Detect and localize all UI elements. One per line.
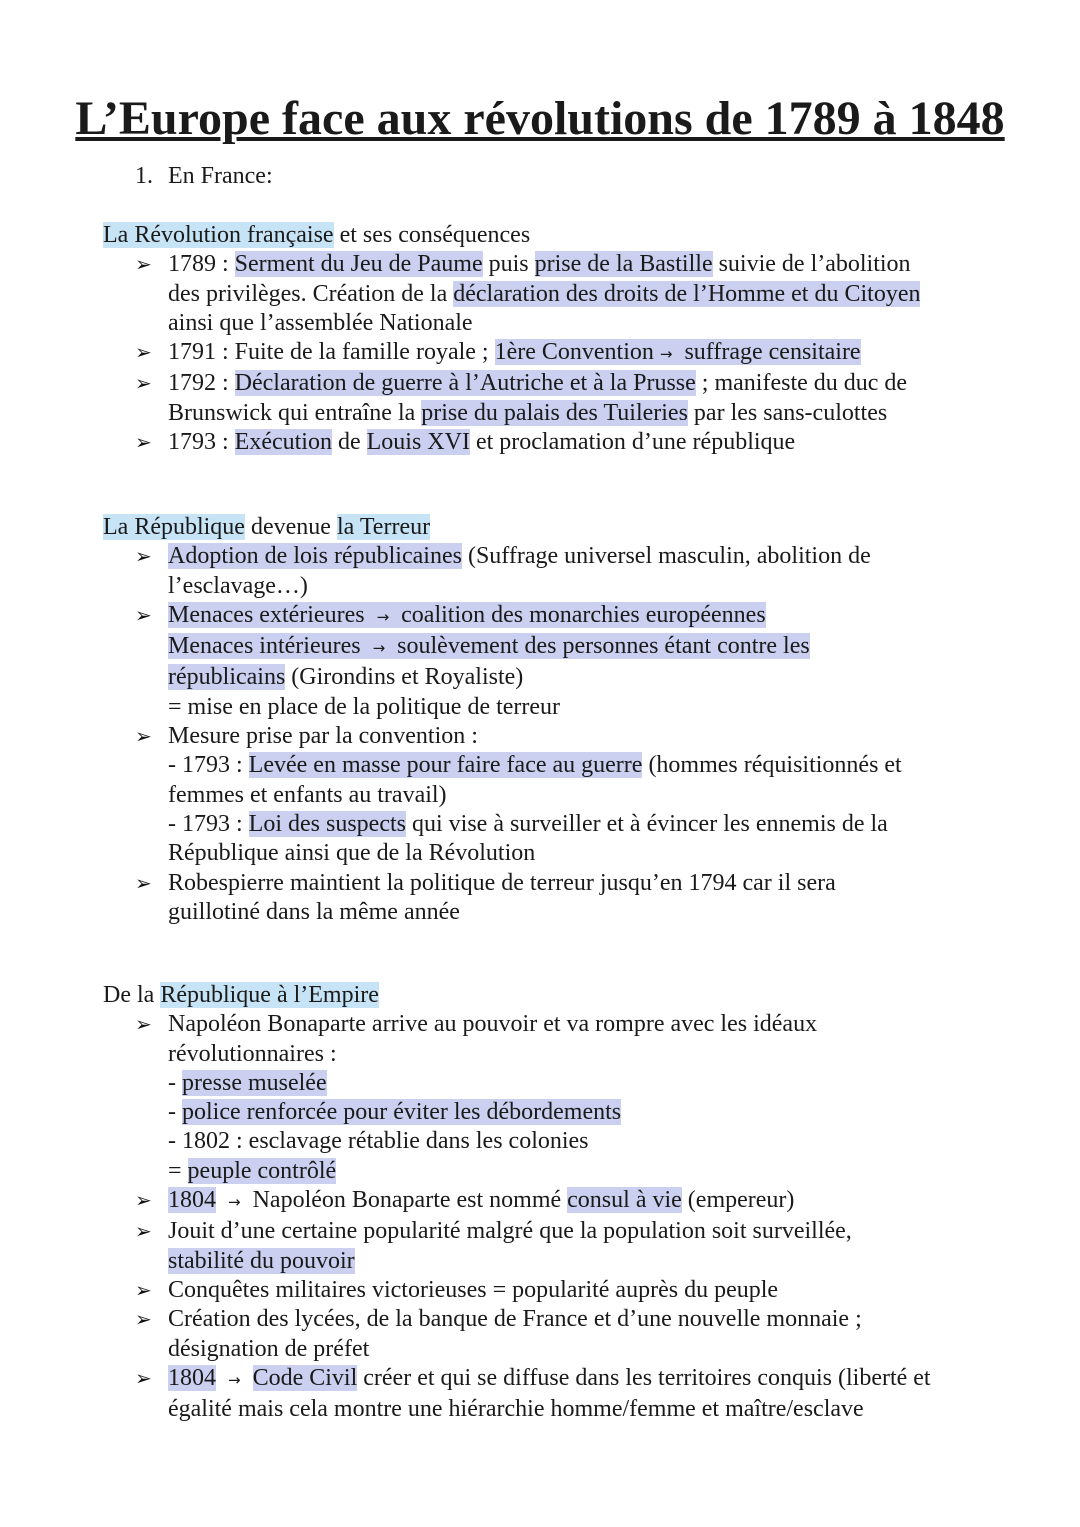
- text-run: désignation de préfet: [168, 1335, 370, 1362]
- text-run: - 1802 : esclavage rétablie dans les colonies: [168, 1128, 589, 1155]
- text-run: devenue: [244, 514, 337, 540]
- text-run: 1792 :: [168, 370, 235, 397]
- highlighted-text: Exécution: [234, 429, 332, 456]
- text-run: (Suffrage universel masculin, abolition de: [461, 543, 871, 570]
- highlighted-text: 1804: [168, 1187, 216, 1214]
- text-run: l’esclavage…): [168, 572, 308, 599]
- text-line: [168, 722, 902, 751]
- text-run: -: [168, 1069, 182, 1096]
- text-line: [168, 1247, 931, 1276]
- text-run: (hommes réquisitionnés et: [642, 752, 902, 779]
- text-line: [168, 663, 902, 692]
- highlighted-text: Menaces intérieures → soulèvement des personnes étant contre les: [168, 633, 810, 660]
- text-line: [168, 1040, 931, 1069]
- highlighted-text: déclaration des droits de l’Homme et du Citoyen: [453, 280, 921, 307]
- bullet-item: [103, 722, 902, 868]
- text-line: [168, 751, 902, 780]
- text-run: - 1793 :: [168, 752, 249, 779]
- text-run: et proclamation d’une république: [469, 429, 796, 456]
- text-run: ; manifeste du duc de: [695, 370, 908, 397]
- bullet-item: [103, 1364, 931, 1425]
- text-line: [168, 542, 902, 571]
- bullet-item: [103, 1010, 931, 1186]
- arrow-icon: →: [659, 345, 673, 364]
- arrow-icon: →: [372, 639, 386, 658]
- highlighted-text: la Terreur: [336, 514, 431, 540]
- text-run: → Napoléon Bonaparte est nommé: [228, 1187, 568, 1214]
- text-run: Conquêtes militaires victorieuses = popularité auprès du peuple: [168, 1276, 779, 1303]
- text-run: Jouit d’une certaine popularité malgré que la population soit surveillée,: [168, 1218, 852, 1245]
- text-run: = mise en place de la politique de terreur: [168, 693, 561, 720]
- highlighted-text: 1804: [168, 1364, 216, 1391]
- arrow-icon: →: [376, 607, 390, 626]
- text-line: [168, 1010, 931, 1039]
- bullet-list: [103, 250, 920, 457]
- highlighted-text: Loi des suspects: [248, 810, 406, 837]
- arrow-icon: →: [228, 1193, 241, 1212]
- numbered-heading: [135, 162, 273, 191]
- text-run: et ses conséquences: [333, 222, 531, 248]
- section-heading: [103, 221, 920, 250]
- text-line: [168, 1186, 931, 1217]
- text-line: [168, 1069, 931, 1098]
- text-line: [168, 781, 902, 810]
- bullet-item: [103, 1217, 931, 1276]
- heading-text: En France:: [168, 163, 273, 189]
- highlighted-text: La République: [103, 514, 245, 540]
- text-run: qui vise à surveiller et à évincer les ennemis de la: [405, 810, 888, 837]
- text-line: [168, 1098, 931, 1127]
- highlighted-text: police renforcée pour éviter les débordements: [182, 1099, 622, 1126]
- text-line: [168, 369, 920, 398]
- highlighted-text: prise de la Bastille: [534, 251, 713, 278]
- text-line: [168, 1364, 931, 1395]
- text-run: créer et qui se diffuse dans les territoires conquis (liberté et: [357, 1364, 931, 1391]
- bullet-item: [103, 542, 902, 601]
- text-line: [168, 399, 920, 428]
- bullet-item: [103, 601, 902, 722]
- text-run: par les sans-culottes: [687, 399, 888, 426]
- text-line: [168, 280, 920, 309]
- section-revolution: [103, 221, 920, 457]
- highlighted-text: Levée en masse pour faire face au guerre: [248, 752, 643, 779]
- bullet-item: [103, 1276, 931, 1305]
- section-heading: [103, 513, 902, 542]
- text-run: des privilèges. Création de la: [168, 280, 454, 307]
- bullet-item: [103, 369, 920, 428]
- text-line: [168, 250, 920, 279]
- highlighted-text: 1ère Convention → suffrage censitaire: [494, 339, 861, 366]
- section-terreur: [103, 513, 902, 927]
- text-run: (Girondins et Royaliste): [285, 664, 524, 691]
- bullet-item: [103, 250, 920, 338]
- highlighted-text: peuple contrôlé: [187, 1157, 337, 1184]
- highlighted-text: presse muselée: [182, 1069, 327, 1096]
- text-run: femmes et enfants au travail): [168, 781, 447, 808]
- highlighted-text: Serment du Jeu de Paume: [234, 251, 483, 278]
- text-line: [168, 1276, 931, 1305]
- text-run: suivie de l’abolition: [712, 251, 911, 278]
- highlighted-text: Louis XVI: [366, 429, 470, 456]
- text-line: [168, 1127, 931, 1156]
- highlighted-text: Déclaration de guerre à l’Autriche et à la Prusse: [234, 370, 696, 397]
- text-run: de: [331, 429, 367, 456]
- text-line: [168, 869, 902, 898]
- text-line: [168, 810, 902, 839]
- text-run: Napoléon Bonaparte arrive au pouvoir et va rompre avec les idéaux: [168, 1011, 818, 1038]
- section-empire: [103, 981, 931, 1424]
- text-line: [168, 1335, 931, 1364]
- text-run: Mesure prise par la convention :: [168, 723, 478, 750]
- bullet-item: [103, 338, 920, 369]
- text-line: [168, 693, 902, 722]
- text-line: [168, 601, 902, 632]
- text-run: =: [168, 1157, 188, 1184]
- text-run: Création des lycées, de la banque de France et d’une nouvelle monnaie ;: [168, 1306, 862, 1333]
- text-run: Robespierre maintient la politique de terreur jusqu’en 1794 car il sera: [168, 869, 836, 896]
- highlighted-text: La Révolution française: [103, 222, 334, 248]
- text-run: guillotiné dans la même année: [168, 898, 460, 925]
- text-line: [168, 632, 902, 663]
- bullet-list: [103, 1010, 931, 1424]
- arrow-icon: →: [228, 1370, 241, 1389]
- highlighted-text: républicains: [168, 664, 286, 691]
- text-line: [168, 1217, 931, 1246]
- bullet-item: [103, 428, 920, 457]
- bullet-list: [103, 542, 902, 927]
- text-run: (empereur): [681, 1187, 795, 1214]
- heading-number: 1.: [135, 163, 153, 189]
- text-line: [168, 572, 902, 601]
- bullet-item: [103, 1305, 931, 1364]
- highlighted-text: stabilité du pouvoir: [168, 1247, 355, 1274]
- highlighted-text: République à l’Empire: [160, 982, 379, 1008]
- text-line: [168, 898, 902, 927]
- highlighted-text: Code Civil: [252, 1364, 358, 1391]
- text-run: puis: [482, 251, 535, 278]
- text-run: Brunswick qui entraîne la: [168, 399, 422, 426]
- page-title: L’Europe face aux révolutions de 1789 à 1848: [75, 92, 1005, 145]
- highlighted-text: Menaces extérieures → coalition des monarchies européennes: [168, 601, 766, 628]
- text-line: [168, 309, 920, 338]
- bullet-item: [103, 1186, 931, 1217]
- text-line: [168, 1395, 931, 1424]
- text-line: [168, 338, 920, 369]
- text-run: [216, 1365, 253, 1391]
- text-run: 1791 : Fuite de la famille royale ;: [168, 339, 495, 366]
- text-line: [168, 1305, 931, 1334]
- highlighted-text: prise du palais des Tuileries: [421, 399, 688, 426]
- text-run: De la: [103, 982, 161, 1008]
- text-line: [168, 1157, 931, 1186]
- bullet-item: [103, 869, 902, 928]
- text-line: [168, 839, 902, 868]
- highlighted-text: Adoption de lois républicaines: [168, 543, 462, 570]
- text-run: 1793 :: [168, 429, 235, 456]
- text-run: République ainsi que de la Révolution: [168, 840, 536, 867]
- text-run: 1789 :: [168, 251, 235, 278]
- text-run: égalité mais cela montre une hiérarchie homme/femme et maître/esclave: [168, 1396, 864, 1423]
- text-run: - 1793 :: [168, 810, 249, 837]
- text-run: révolutionnaires :: [168, 1040, 337, 1067]
- section-heading: [103, 981, 931, 1010]
- text-line: [168, 428, 920, 457]
- highlighted-text: consul à vie: [567, 1187, 682, 1214]
- text-run: -: [168, 1099, 182, 1126]
- text-run: ainsi que l’assemblée Nationale: [168, 309, 473, 336]
